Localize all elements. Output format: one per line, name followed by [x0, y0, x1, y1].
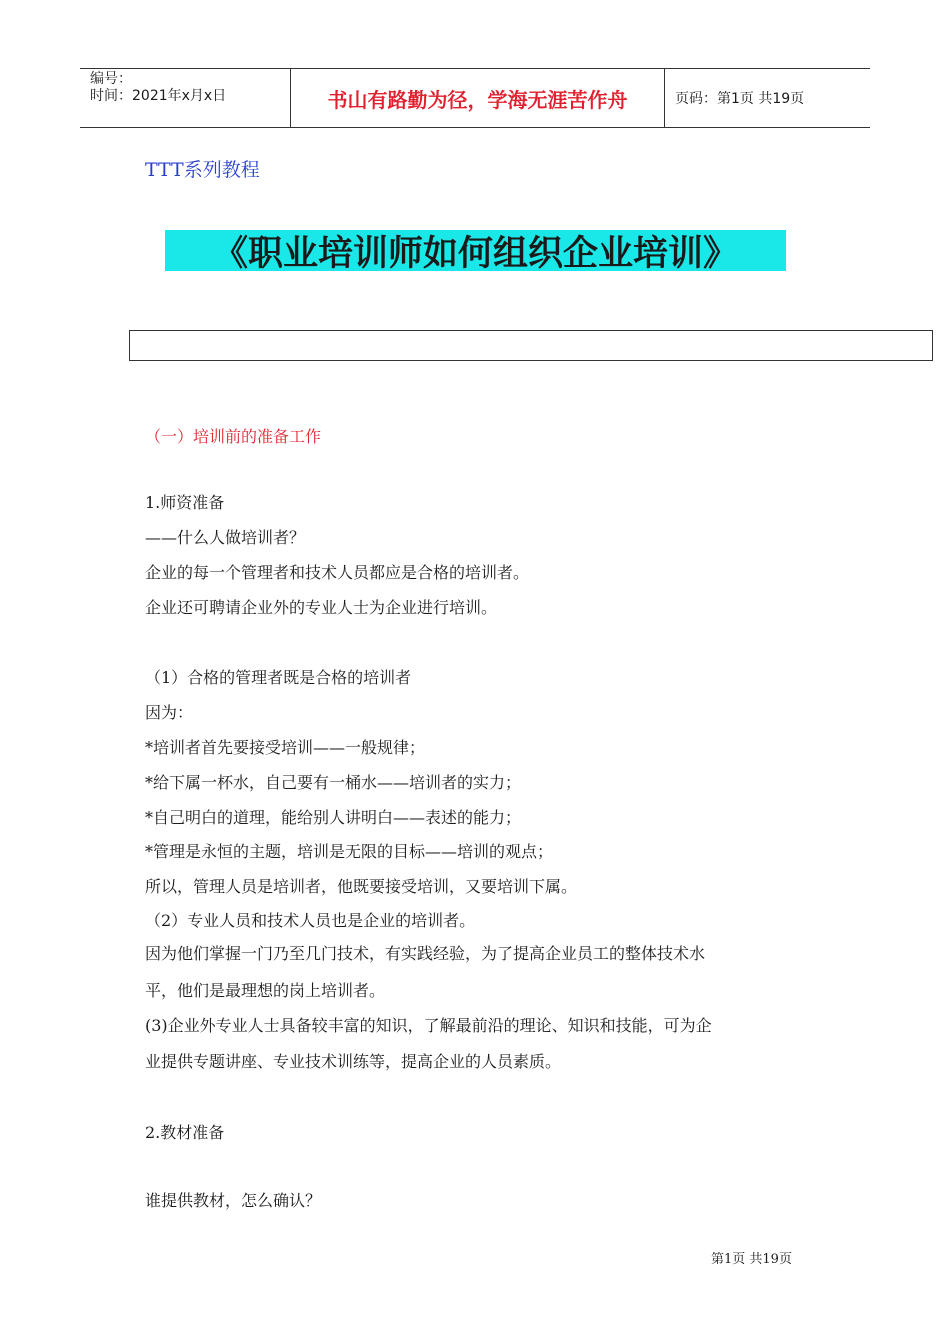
body-line: 谁提供教材，怎么确认？: [145, 1191, 322, 1210]
header-page-code: 页码：第1页 共19页: [675, 91, 805, 107]
section-heading: （一）培训前的准备工作: [145, 427, 322, 446]
time-label: 时间：2021年x月x日: [90, 88, 227, 104]
empty-box: [129, 330, 933, 361]
body-line: （1）合格的管理者既是合格的培训者: [145, 668, 412, 687]
body-line: 企业还可聘请企业外的专业人士为企业进行培训。: [145, 598, 498, 617]
body-line: 所以，管理人员是培训者，他既要接受培训，又要培训下属。: [145, 877, 578, 896]
body-line: 1.师资准备: [145, 493, 225, 512]
number-label: 编号：: [90, 71, 132, 87]
page-footer: 第1页 共19页: [711, 1252, 792, 1267]
body-line: （2）专业人员和技术人员也是企业的培训者。: [145, 911, 476, 930]
body-line: 2.教材准备: [145, 1123, 225, 1142]
body-line: *培训者首先要接受培训——一般规律；: [145, 738, 426, 757]
body-line: *自己明白的道理，能给别人讲明白——表述的能力；: [145, 808, 522, 827]
body-line: 因为他们掌握一门乃至几门技术，有实践经验，为了提高企业员工的整体技术水: [145, 944, 706, 963]
page-header: [80, 68, 870, 128]
body-line: (3)企业外专业人士具备较丰富的知识，了解最前沿的理论、知识和技能，可为企: [145, 1016, 712, 1035]
document-title: 《职业培训师如何组织企业培训》: [212, 233, 738, 274]
body-line: *给下属一杯水，自己要有一桶水——培训者的实力；: [145, 773, 522, 792]
body-line: 企业的每一个管理者和技术人员都应是合格的培训者。: [145, 563, 530, 582]
header-motto: 书山有路勤为径，学海无涯苦作舟: [291, 69, 665, 127]
body-line: ——什么人做培训者？: [145, 528, 306, 547]
body-line: 因为：: [145, 703, 194, 722]
header-meta: [80, 69, 291, 127]
body-line: *管理是永恒的主题，培训是无限的目标——培训的观点；: [145, 842, 554, 861]
series-label: TTT系列教程: [145, 159, 260, 181]
body-line: 业提供专题讲座、专业技术训练等，提高企业的人员素质。: [145, 1052, 562, 1071]
body-line: 平，他们是最理想的岗上培训者。: [145, 981, 386, 1000]
title-highlight: [165, 230, 786, 274]
